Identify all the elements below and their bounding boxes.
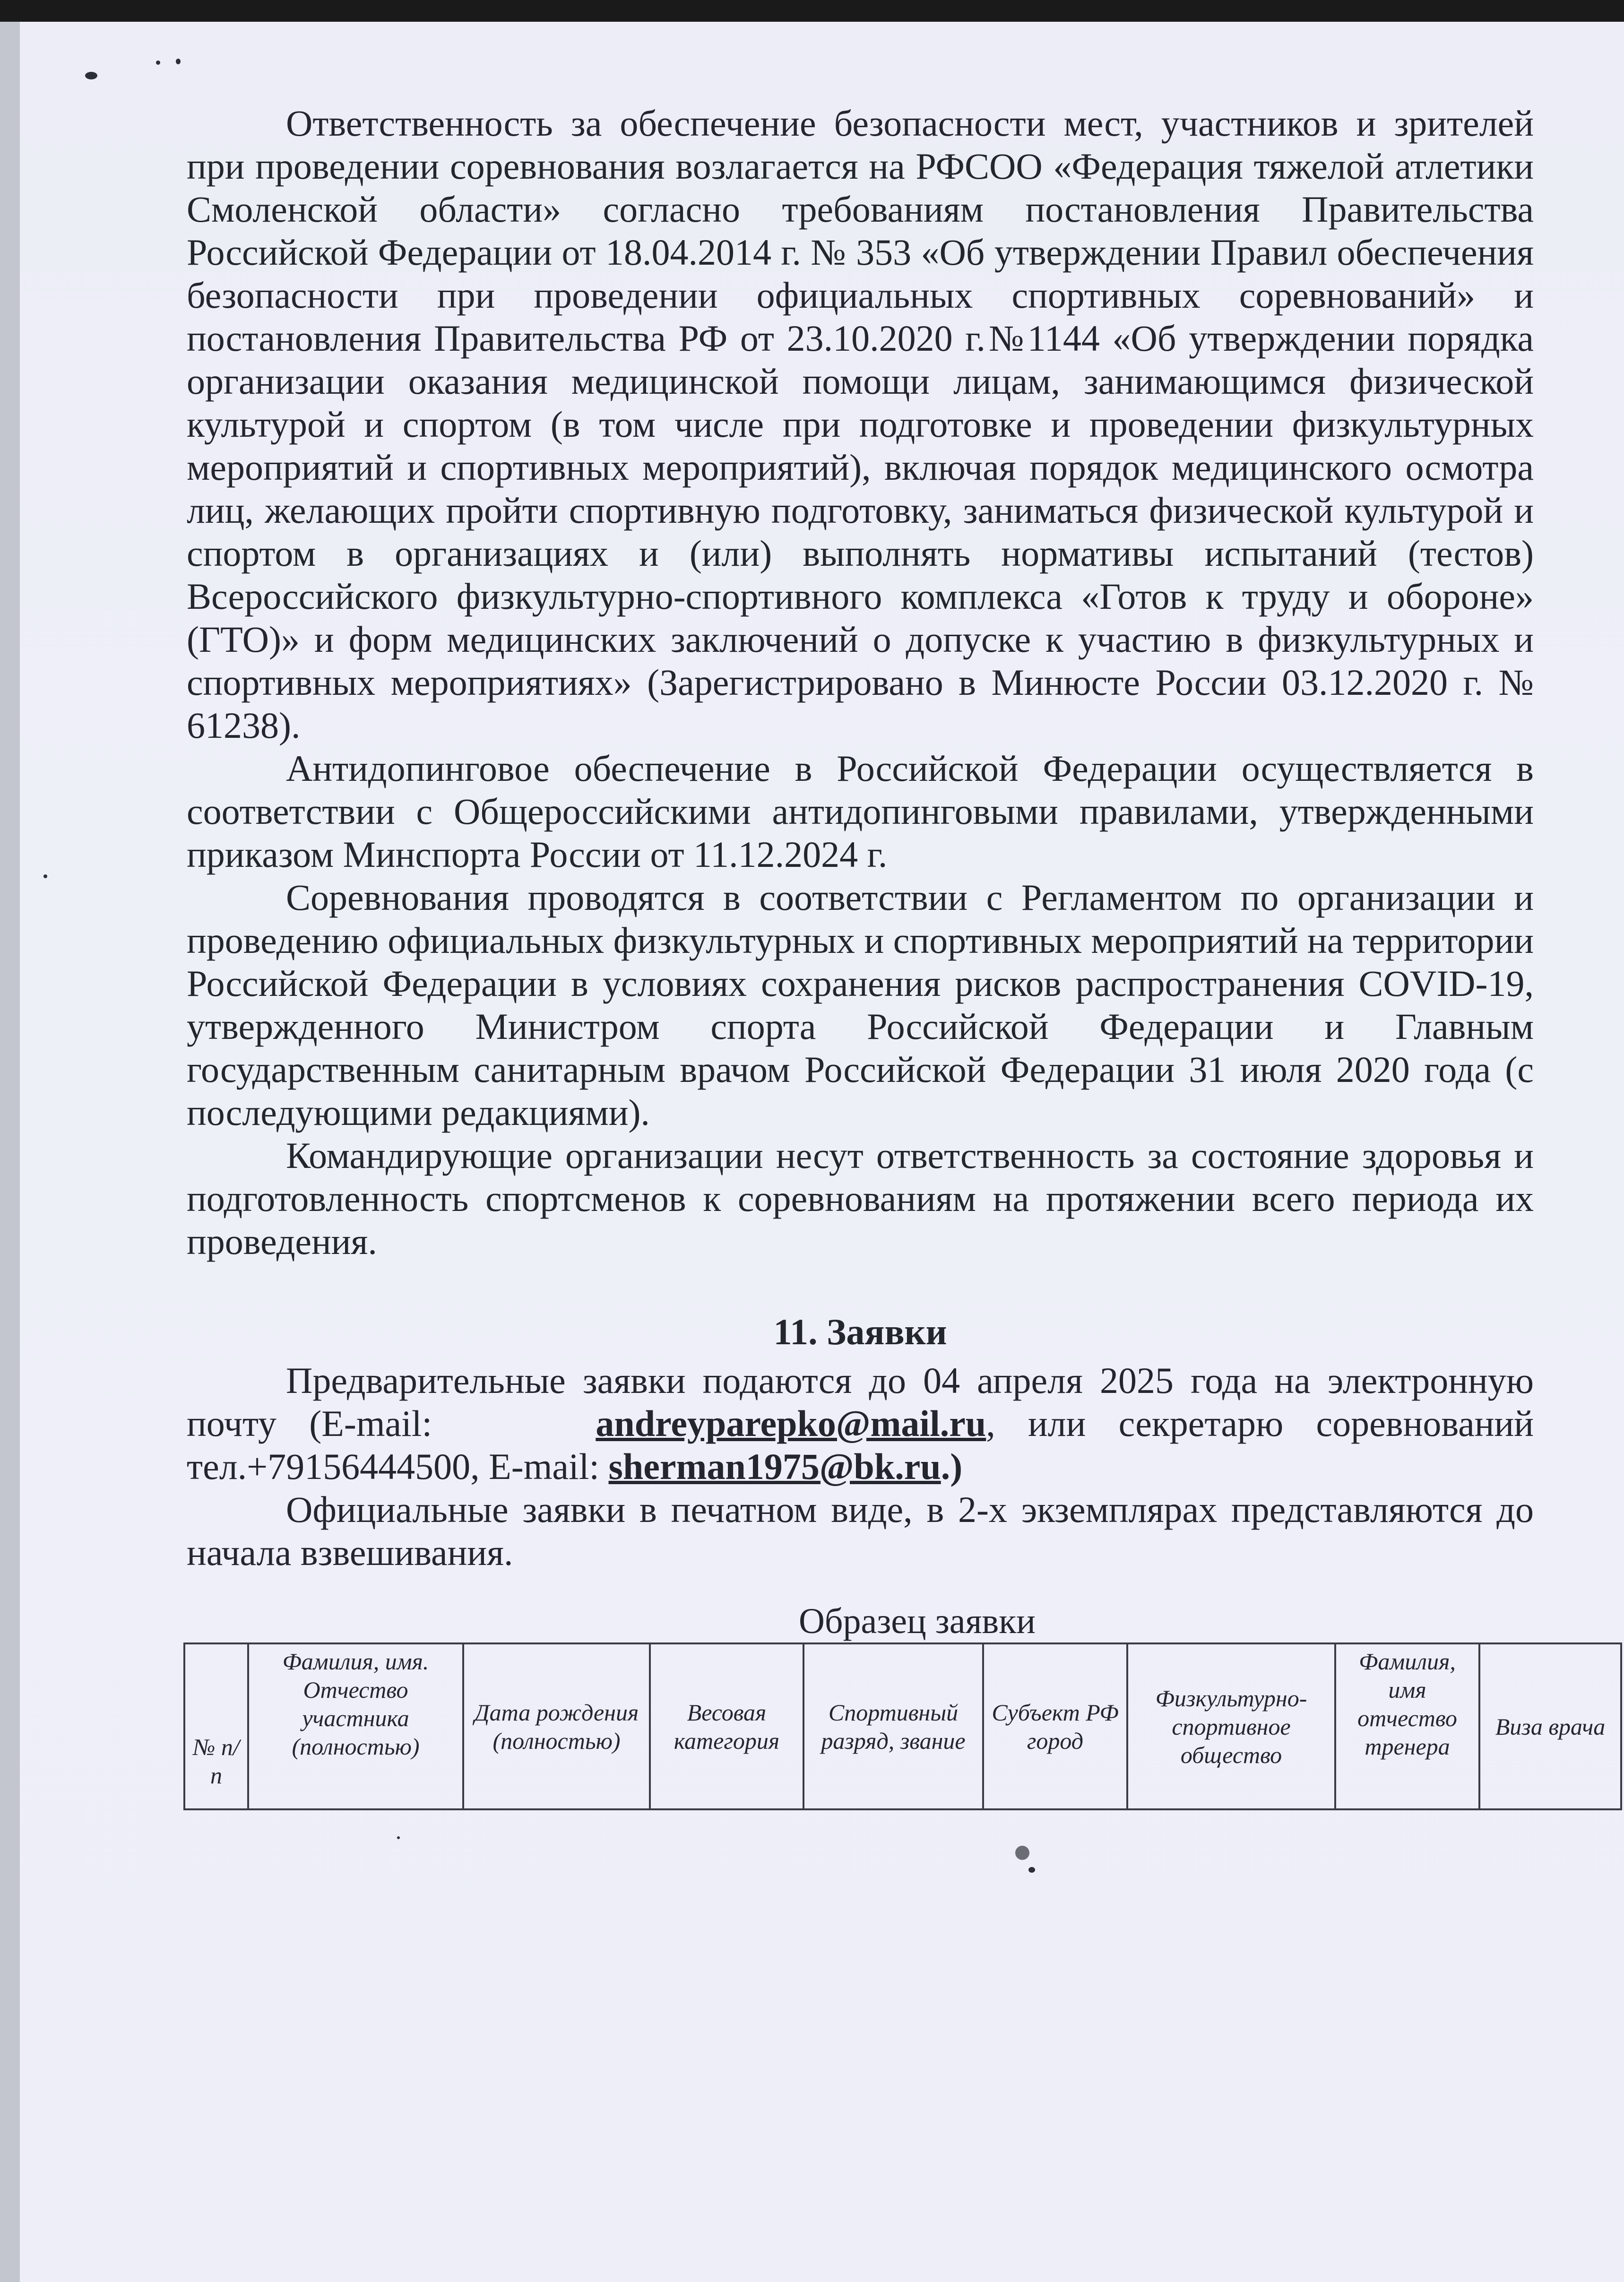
column-header-full-name: Фамилия, имя. Отчество участника (полностью) (248, 1643, 463, 1809)
scan-speck (85, 72, 97, 79)
scan-speck (397, 1836, 400, 1839)
scan-top-edge (0, 0, 1624, 22)
column-header-sport-rank: Спортивный разряд, звание (803, 1643, 983, 1809)
column-header-doctor-visa: Виза врача (1479, 1643, 1621, 1809)
scan-speck (43, 874, 47, 878)
paragraph-safety: Ответственность за обеспечение безопасности мест, участников и зрителей при проведении соревнования возлагается на РФСОО «Федерация тяжелой атлетики Смоленской области» согласно требованиям постановления Правительства Российской Федерации от 18.04.2014 г. № 353 «Об утверждении Правил обеспечения безопасности при проведении официальных спортивных соревнований» и постановления Правительства РФ от 23.10.2020 г.№1144 «Об утверждении порядка организации оказания медицинской помощи лицам, занимающимся физической культурой и спортом (в том числе при подготовке и проведении физкультурных мероприятий и спортивных мероприятий), включая порядок медицинского осмотра лиц, желающих пройти спортивную подготовку, заниматься физической культурой и спортом в организациях и (или) выполнять нормативы испытаний (тестов) Всероссийского физкультурно-спортивного комплекса «Готов к труду и обороне» (ГТО)» и форм медицинских заключений о допуске к участию в физкультурных и спортивных мероприятиях» (Зарегистрировано в Минюсте России 03.12.2020 г. № 61238). (187, 103, 1534, 746)
paragraph-official-applications: Официальные заявки в печатном виде, в 2-х экземплярах представляются до начала взвешивания. (187, 1489, 1534, 1573)
scan-left-edge (0, 22, 20, 2282)
application-sample-table (183, 1642, 1622, 1810)
document-body (187, 102, 1534, 1574)
applications-text-start: Предварительные заявки подаются до 04 апреля 2025 года на электронную почту (E-mail: (187, 1360, 1534, 1444)
applications-text-end: .) (941, 1446, 963, 1487)
column-header-region-city: Субъект РФ город (983, 1643, 1127, 1809)
email-link-sherman1975[interactable]: sherman1975@bk.ru (608, 1446, 941, 1487)
paragraph-antidoping: Антидопинговое обеспечение в Российской Федерации осуществляется в соответствии с Общероссийскими антидопинговыми правилами, утвержденными приказом Минспорта России от 11.12.2024 г. (187, 748, 1534, 875)
scan-speck (1028, 1867, 1035, 1873)
column-header-number: № п/п (184, 1643, 248, 1809)
scan-speck (156, 61, 160, 65)
paragraph-organization-responsibility: Командирующие организации несут ответственность за состояние здоровья и подготовленность спортсменов к соревнованиям на протяжении всего периода их проведения. (187, 1135, 1534, 1262)
column-header-coach-name: Фамилия, имя отчество тренера (1335, 1643, 1479, 1809)
applications-text-middle: , или секретарю соревнований тел.+79156444500, E-mail: (187, 1403, 1534, 1487)
table-header-row (184, 1643, 1621, 1809)
scan-speck (1015, 1846, 1029, 1860)
email-link-andreyparepko[interactable]: andreyparepko@mail.ru (596, 1403, 986, 1444)
column-header-sport-society: Физкультурно-спортивное общество (1127, 1643, 1335, 1809)
section-heading: 11. Заявки (773, 1311, 947, 1352)
table-caption: Образец заявки (799, 1601, 1036, 1641)
column-header-birth-date: Дата рождения (полностью) (463, 1643, 650, 1809)
scan-speck (176, 59, 181, 64)
paragraph-covid-regulations: Соревнования проводятся в соответствии с Регламентом по организации и проведению официальных физкультурных и спортивных мероприятий на территории Российской Федерации в условиях сохранения рисков распространения COVID-19, утвержденного Министром спорта Российской Федерации и Главным государственным санитарным врачом Российской Федерации 31 июля 2020 года (с последующими редакциями). (187, 877, 1534, 1133)
paragraph-preliminary-applications (187, 1359, 1534, 1488)
column-header-weight-class: Весовая категория (650, 1643, 803, 1809)
